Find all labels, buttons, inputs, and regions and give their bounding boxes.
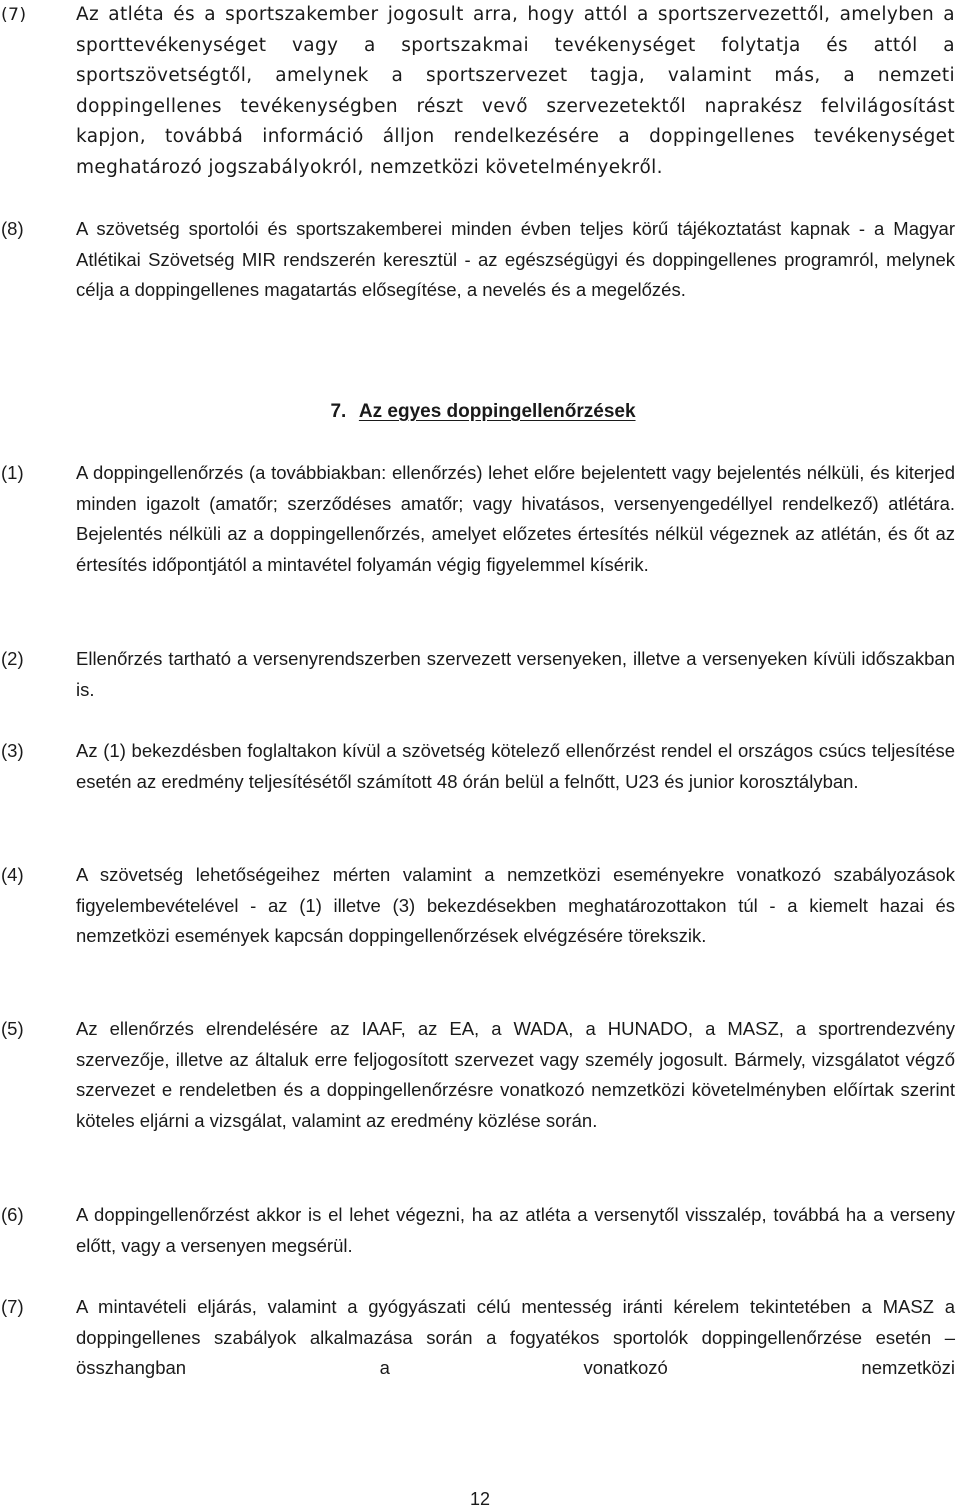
paragraph-text: A mintavételi eljárás, valamint a gyógyászati célú mentesség iránti kérelem tekintetében a MASZ a doppingellenes szabályok alkalmazása során a fogyatékos sportolók doppingellenőrzése esetén – összhangban a vonatkozó nemzetközi xyxy=(76,1296,955,1379)
paragraph-number: (1) xyxy=(1,462,24,483)
paragraph-number: (7) xyxy=(1,5,27,25)
paragraph-number: (5) xyxy=(1,1018,24,1039)
section-title: Az egyes doppingellenőrzések xyxy=(358,401,636,422)
section-number: 7. xyxy=(330,401,347,422)
paragraph-text: Az (1) bekezdésben foglaltakon kívül a szövetség kötelező ellenőrzést rendel el országos csúcs teljesítése esetén az eredmény teljesítésétől számított 48 órán belül a felnőtt, U23 és junior korosztályban. xyxy=(76,740,955,792)
paragraph-number: (2) xyxy=(1,648,24,669)
paragraph-number: (4) xyxy=(1,864,24,885)
paragraph-text: A doppingellenőrzés (a továbbiakban: ellenőrzés) lehet előre bejelentett vagy bejelentés nélküli, és kiterjed minden igazolt (amatőr; szerződéses amatőr; vagy hivatásos, versenyengedéllyel rendelkező) atlétára. Bejelentés nélküli az a doppingellenőrzés, amelyet előzetes értesítés nélkül végeznek az atlétán, és őt az értesítés időpontjától a mintavétel folyamán végig figyelemmel kísérik. xyxy=(76,462,955,575)
paragraph-text: A doppingellenőrzést akkor is el lehet végezni, ha az atléta a versenytől visszalép, továbbá ha a verseny előtt, vagy a versenyen megsérül. xyxy=(76,1204,955,1256)
paragraph-text: Az ellenőrzés elrendelésére az IAAF, az EA, a WADA, a HUNADO, a MASZ, a sportrendezvény szervezője, illetve az általuk erre feljogosított szervezet vagy személy jogosult. Bármely, vizsgálatot végző szervezet e rendeletben és a doppingellenőrzésre vonatkozó nemzetközi követelményben előírtak szerint köteles eljárni a vizsgálat, valamint az eredmény közlése során. xyxy=(76,1018,955,1131)
paragraph-number: (7) xyxy=(1,1296,24,1317)
paragraph-text: A szövetség lehetőségeihez mérten valamint a nemzetközi eseményekre vonatkozó szabályozások figyelembevételével - az (1) illetve (3) bekezdésekben meghatározottakon túl - a kiemelt hazai és nemzetközi események kapcsán doppingellenőrzések elvégzésére törekszik. xyxy=(76,864,955,947)
section-heading xyxy=(0,398,960,426)
paragraph-text: Az atléta és a sportszakember jogosult arra, hogy attól a sportszervezettől, amelyben a sporttevékenységet vagy a sportszakmai tevékenységet folytatja és attól a sportszövetségtől, amelynek a sportszervezet tagja, valamint más, a nemzeti doppingellenes tevékenységben részt vevő szervezetektől naprakész felvilágosítást kapjon, továbbá információ álljon rendelkezésére a doppingellenes tevékenységet meghatározó jogszabályokról, nemzetközi követelményekről. xyxy=(76,4,955,178)
paragraph-number: (8) xyxy=(1,218,24,239)
paragraph-number: (3) xyxy=(1,740,24,761)
page-number: 12 xyxy=(469,1489,491,1509)
paragraph-text: A szövetség sportolói és sportszakemberei minden évben teljes körű tájékoztatást kapnak - a Magyar Atlétikai Szövetség MIR rendszerén keresztül - az egészségügyi és doppingellenes programról, melynek célja a doppingellenes magatartás elősegítése, a nevelés és a megelőzés. xyxy=(76,218,955,301)
paragraph-number: (6) xyxy=(1,1204,24,1225)
paragraph-text: Ellenőrzés tartható a versenyrendszerben szervezett versenyeken, illetve a versenyeken kívüli időszakban is. xyxy=(76,648,955,700)
